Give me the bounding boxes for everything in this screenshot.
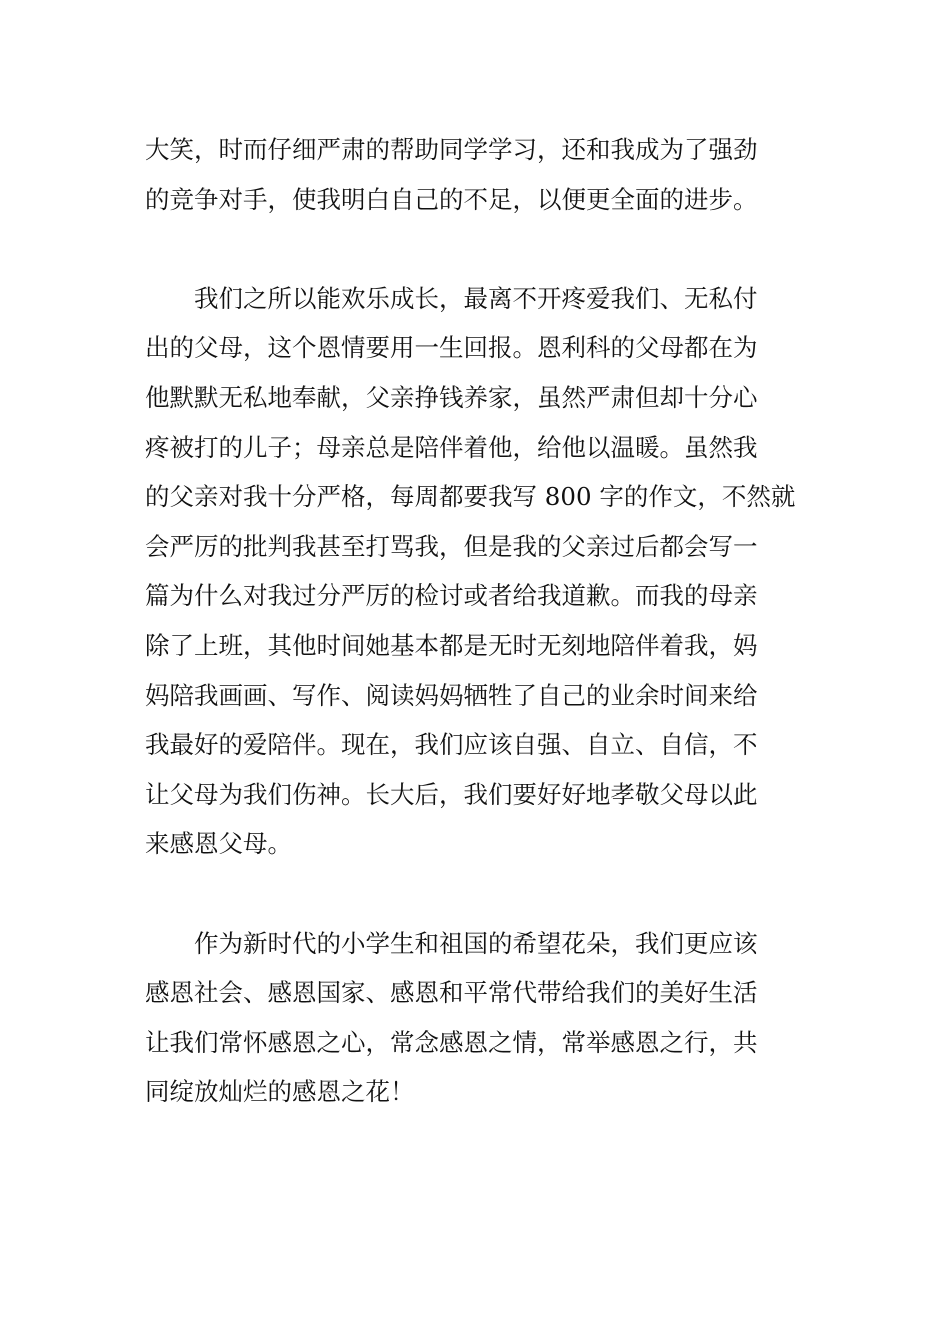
text-line: 感恩社会、感恩国家、感恩和平常代带给我们的美好生活 (145, 978, 758, 1008)
paragraph-spacer (145, 869, 807, 919)
text-line: 的父亲对我十分严格，每周都要我写 800 字的作文，不然就 (145, 482, 796, 512)
text-line: 我们之所以能欢乐成长，最离不开疼爱我们、无私付 (194, 283, 758, 313)
text-line: 会严厉的批判我甚至打骂我，但是我的父亲过后都会写一 (145, 531, 758, 561)
text-line: 我最好的爱陪伴。现在，我们应该自强、自立、自信，不 (145, 730, 758, 760)
text-line: 疼被打的儿子；母亲总是陪伴着他，给他以温暖。虽然我 (145, 432, 758, 462)
text-line: 让父母为我们伤神。长大后，我们要好好地孝敬父母以此 (145, 779, 758, 809)
text-line: 除了上班，其他时间她基本都是无时无刻地陪伴着我，妈 (145, 630, 758, 660)
text-line: 让我们常怀感恩之心，常念感恩之情，常举感恩之行，共 (145, 1027, 758, 1057)
paragraph-1 (145, 125, 807, 224)
text-line: 同绽放灿烂的感恩之花！ (145, 1077, 415, 1107)
text-line: 大笑，时而仔细严肃的帮助同学学习，还和我成为了强劲 (145, 135, 758, 164)
text-line: 的竞争对手，使我明白自己的不足，以便更全面的进步。 (145, 184, 758, 214)
document-page (145, 125, 807, 1117)
paragraph-2 (145, 274, 807, 869)
text-line: 妈陪我画画、写作、阅读妈妈牺牲了自己的业余时间来给 (145, 680, 758, 710)
text-line: 篇为什么对我过分严厉的检讨或者给我道歉。而我的母亲 (145, 581, 758, 611)
paragraph-spacer (145, 224, 807, 274)
text-line: 来感恩父母。 (145, 829, 292, 859)
text-line: 作为新时代的小学生和祖国的希望花朵，我们更应该 (194, 928, 758, 958)
paragraph-3 (145, 919, 807, 1117)
text-line: 出的父母，这个恩情要用一生回报。恩利科的父母都在为 (145, 333, 758, 363)
text-line: 他默默无私地奉献，父亲挣钱养家，虽然严肃但却十分心 (145, 382, 758, 412)
